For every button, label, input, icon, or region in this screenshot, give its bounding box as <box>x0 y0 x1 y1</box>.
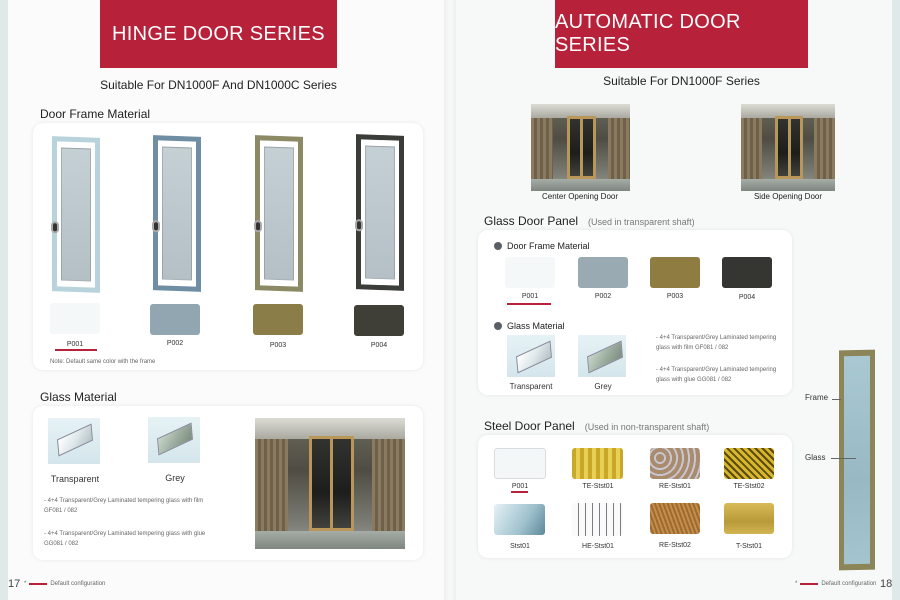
glass-option-label: Transparent <box>509 382 553 391</box>
door-image-p002 <box>153 135 201 292</box>
page-edge-left <box>0 0 8 600</box>
glass-option-label: Transparent <box>50 474 100 484</box>
swatch-code: P003 <box>269 342 287 349</box>
right-subtitle: Suitable For DN1000F Series <box>603 74 760 88</box>
swatch-code: HE-Stst01 <box>582 543 614 550</box>
glass-callout-label: Glass <box>805 453 826 462</box>
swatch-re-stst01[interactable] <box>650 448 700 479</box>
swatch-he-stst01[interactable] <box>572 503 623 536</box>
swatch-code: P001 <box>521 293 539 300</box>
door-type-caption: Center Opening Door <box>541 192 619 201</box>
door-image-p001 <box>52 136 100 293</box>
glass-option-label: Grey <box>594 382 612 391</box>
swatch-t-stst01[interactable] <box>724 503 774 534</box>
handle-icon <box>254 220 262 232</box>
glass-door-panel-title <box>484 214 695 228</box>
glass-door-panel-label: Glass Door Panel <box>484 214 579 228</box>
swatch-p002[interactable] <box>578 257 628 288</box>
swatch-te-stst02[interactable] <box>724 448 774 479</box>
door-frame-material-title: Door Frame Material <box>40 107 151 121</box>
door-image-p003 <box>255 135 303 292</box>
glass-panel-frame-subtitle <box>494 241 590 251</box>
swatch-p001[interactable] <box>494 448 546 479</box>
page-gutter <box>444 0 456 600</box>
default-marker-icon <box>800 583 818 585</box>
default-marker-icon <box>29 583 47 585</box>
frame-callout-label: Frame <box>805 393 829 402</box>
swatch-code: T-Stst01 <box>735 543 763 550</box>
swatch-p004[interactable] <box>722 257 772 288</box>
glass-transparent-image <box>507 335 555 377</box>
glass-transparent-image <box>48 418 100 464</box>
glass-option-label: Grey <box>165 473 185 483</box>
swatch-p001[interactable] <box>505 257 555 288</box>
swatch-p002[interactable] <box>150 304 200 335</box>
swatch-p004[interactable] <box>354 305 404 336</box>
page-edge-right <box>892 0 900 600</box>
legend-label: Default configuration <box>50 581 106 587</box>
swatch-code: Stst01 <box>510 543 530 550</box>
swatch-code: TE-Stst01 <box>582 483 614 490</box>
glass-panel-glass-subtitle <box>494 321 565 331</box>
hinge-door-installation-photo <box>255 418 405 549</box>
legend-label: Default configuration <box>821 581 877 587</box>
default-config-legend: * Default configuration <box>795 581 877 587</box>
swatch-code: TE-Stst02 <box>733 483 765 490</box>
subtitle-label: Door Frame Material <box>507 241 590 251</box>
bullet-icon <box>494 242 502 250</box>
door-image-p004 <box>356 134 404 291</box>
glass-callout-line <box>831 458 856 459</box>
swatch-re-stst02[interactable] <box>650 503 700 534</box>
swatch-code: P002 <box>166 340 184 347</box>
default-config-legend: * Default configuration <box>24 581 106 587</box>
subtitle-label: Glass Material <box>507 321 565 331</box>
default-underline <box>55 349 97 351</box>
swatch-code: RE-Stst02 <box>659 542 691 549</box>
glass-material-title: Glass Material <box>40 390 117 404</box>
swatch-code: P004 <box>370 342 388 349</box>
steel-door-panel-note: (Used in non-transparent shaft) <box>584 422 710 432</box>
steel-door-panel-title <box>484 419 709 433</box>
handle-icon <box>355 219 363 231</box>
frame-note: Note: Default same color with the frame <box>50 359 156 365</box>
handle-icon <box>152 220 160 232</box>
swatch-code: P001 <box>66 341 84 348</box>
swatch-te-stst01[interactable] <box>572 448 623 479</box>
swatch-code: RE-Stst01 <box>659 483 691 490</box>
default-underline <box>507 303 551 305</box>
swatch-code: P004 <box>738 294 756 301</box>
swatch-stst01[interactable] <box>494 504 545 535</box>
glass-door-panel-note: (Used in transparent shaft) <box>588 217 695 227</box>
swatch-p003[interactable] <box>650 257 700 288</box>
default-underline <box>511 491 528 493</box>
swatch-p001[interactable] <box>50 303 100 334</box>
bullet-icon <box>494 322 502 330</box>
center-opening-door-photo <box>531 104 630 191</box>
glass-grey-image <box>148 417 200 463</box>
glass-description: - 4+4 Transparent/Grey Laminated tempering glass with film GF081 / 082 <box>44 498 204 514</box>
hinge-door-series-banner: HINGE DOOR SERIES <box>100 0 337 68</box>
left-subtitle: Suitable For DN1000F And DN1000C Series <box>100 78 337 92</box>
handle-icon <box>51 221 59 233</box>
glass-grey-image <box>578 335 626 377</box>
frame-callout-line <box>832 399 841 400</box>
swatch-code: P002 <box>594 293 612 300</box>
swatch-code: P001 <box>511 483 529 490</box>
swatch-p003[interactable] <box>253 304 303 335</box>
door-type-caption: Side Opening Door <box>753 192 823 201</box>
glass-description: - 4+4 Transparent/Grey Laminated tempering glass with film GF081 / 082 <box>656 335 777 351</box>
page-number-right: 18 <box>880 578 893 590</box>
steel-door-panel-label: Steel Door Panel <box>484 419 575 433</box>
door-panel-diagram <box>839 350 875 571</box>
automatic-door-series-banner: AUTOMATIC DOOR SERIES <box>555 0 808 68</box>
swatch-code: P003 <box>666 293 684 300</box>
glass-description: - 4+4 Transparent/Grey Laminated tempering glass with glue GG081 / 082 <box>656 367 777 383</box>
page-number-left: 17 <box>8 578 21 590</box>
side-opening-door-photo <box>741 104 835 191</box>
glass-description: - 4+4 Transparent/Grey Laminated tempering glass with glue GG081 / 082 <box>44 531 206 547</box>
